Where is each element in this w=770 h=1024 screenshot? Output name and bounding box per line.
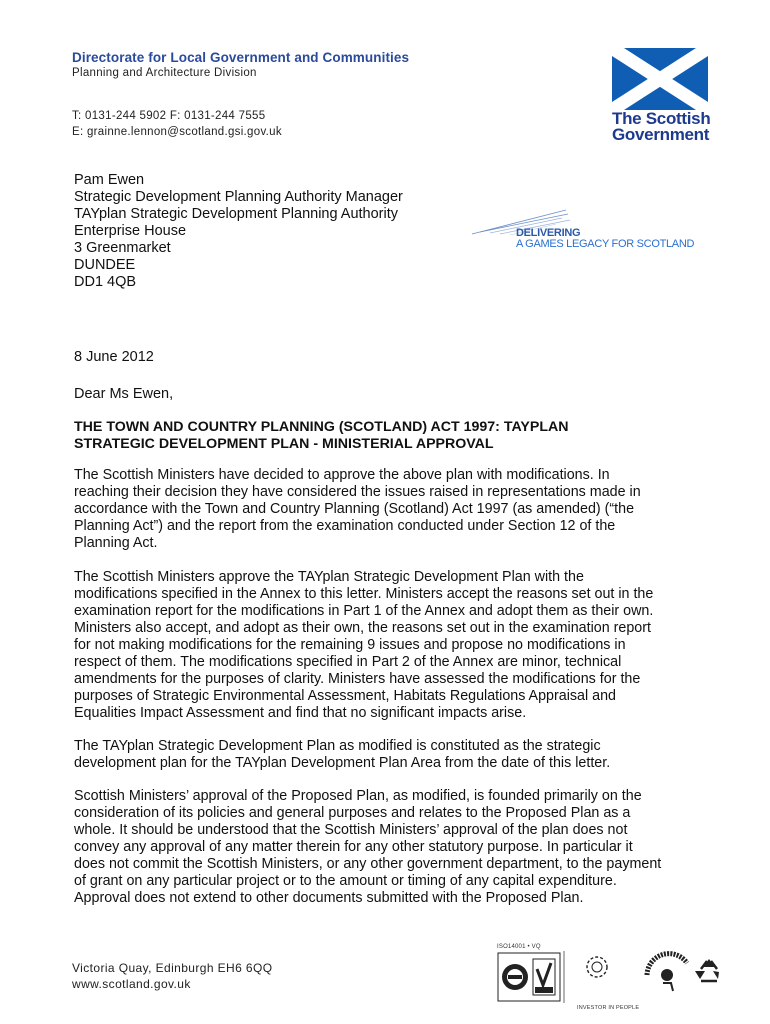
iip-label: INVESTOR IN PEOPLE	[577, 1005, 640, 1011]
heading-line: STRATEGIC DEVELOPMENT PLAN - MINISTERIAL APPROVAL	[74, 436, 494, 452]
positive-about-disabled-people-icon	[647, 954, 687, 991]
paragraph-line: purposes of Strategic Environmental Assessment, Habitats Regulations Appraisal and	[74, 688, 616, 704]
paragraph-line: accordance with the Town and Country Planning (Scotland) Act 1997 (as amended) (“the	[74, 501, 635, 517]
paragraph-line: for not making modifications for the remaining 9 issues and propose no modifications in	[74, 637, 626, 653]
salutation: Dear Ms Ewen,	[74, 386, 174, 402]
gov-logo-line2: Government	[612, 125, 710, 144]
footer-logos	[497, 945, 722, 1015]
directorate-name: Directorate for Local Government and Communities	[72, 50, 410, 65]
paragraph-line: whole. It should be understood that the Scottish Ministers’ approval of the plan does not	[74, 822, 628, 838]
delivering-logo-line1: DELIVERING	[516, 227, 581, 239]
paragraph-line: Planning Act”) and the report from the examination conducted under Section 12 of the	[74, 518, 616, 534]
paragraph-line: Planning Act.	[74, 535, 158, 551]
paragraph-line: does not commit the Scottish Ministers, or any other government department, to the payment	[74, 856, 662, 872]
saltire-flag-icon	[612, 48, 708, 110]
gov-logo-line1: The Scottish	[612, 109, 711, 128]
address-line: Enterprise House	[74, 223, 187, 239]
body-paragraph-3	[74, 738, 700, 772]
address-line: DUNDEE	[74, 257, 136, 273]
paragraph-line: development plan for the TAYplan Development Plan Area from the date of this letter.	[74, 755, 611, 771]
paragraph-line: consideration of its policies and general purposes and relates to the Proposed Plan as a	[74, 805, 631, 821]
iso-label: ISO14001 • VQ	[497, 944, 541, 950]
paragraph-line: of grant on any particular project or to the amount or timing of any capital expenditure.	[74, 873, 617, 889]
heading-line: THE TOWN AND COUNTRY PLANNING (SCOTLAND) ACT 1997: TAYPLAN	[74, 419, 569, 435]
delivering-logo-line2: A GAMES LEGACY FOR SCOTLAND	[516, 238, 695, 250]
letter-date: 8 June 2012	[74, 349, 154, 365]
paragraph-line: Approval does not extend to other documents submitted with the Proposed Plan.	[74, 890, 584, 906]
phone-fax: T: 0131-244 5902 F: 0131-244 7555	[72, 110, 266, 122]
paragraph-line: convey any approval of any matter therein for any other statutory purpose. In particular it	[74, 839, 633, 855]
paragraph-line: Ministers also accept, and adopt as their own, the reasons set out in the examination report	[74, 620, 651, 636]
iso-certification-icon	[498, 951, 564, 1003]
paragraph-line: examination report for the modifications in Part 1 of the Annex and adopt them as their own.	[74, 603, 654, 619]
paragraph-line: The TAYplan Strategic Development Plan as modified is constituted as the strategic	[74, 738, 601, 754]
division-name: Planning and Architecture Division	[72, 67, 257, 79]
body-paragraph-1	[74, 467, 700, 552]
recipient-address	[74, 172, 403, 291]
recycle-icon	[695, 959, 719, 981]
paragraph-line: reaching their decision they have considered the issues raised in representations made in	[74, 484, 641, 500]
paragraph-line: The Scottish Ministers approve the TAYplan Strategic Development Plan with the	[74, 569, 584, 585]
paragraph-line: Scottish Ministers’ approval of the Proposed Plan, as modified, is founded primarily on the	[74, 788, 642, 804]
paragraph-line: amendments for the purposes of clarity. Ministers have assessed the modifications for the	[74, 671, 641, 687]
footer-address: Victoria Quay, Edinburgh EH6 6QQ	[72, 961, 273, 975]
email-address[interactable]: E: grainne.lennon@scotland.gsi.gov.uk	[72, 126, 282, 138]
body-paragraph-4	[74, 788, 700, 907]
body-paragraph-2	[74, 569, 700, 722]
footer-website[interactable]: www.scotland.gov.uk	[72, 977, 191, 991]
investors-in-people-icon	[587, 957, 607, 977]
paragraph-line: modifications specified in the Annex to this letter. Ministers accept the reasons set out in the	[74, 586, 654, 602]
address-line: Strategic Development Planning Authority Manager	[74, 189, 403, 205]
paragraph-line: Equalities Impact Assessment and find that no significant impacts arise.	[74, 705, 527, 721]
address-line: 3 Greenmarket	[74, 240, 171, 256]
address-line: DD1 4QB	[74, 274, 137, 290]
letter-heading	[74, 419, 694, 453]
paragraph-line: respect of them. The modifications specified in Part 2 of the Annex are minor, technical	[74, 654, 622, 670]
paragraph-line: The Scottish Ministers have decided to approve the above plan with modifications. In	[74, 467, 610, 483]
address-line: Pam Ewen	[74, 172, 145, 188]
address-line: TAYplan Strategic Development Planning Authority	[74, 206, 399, 222]
